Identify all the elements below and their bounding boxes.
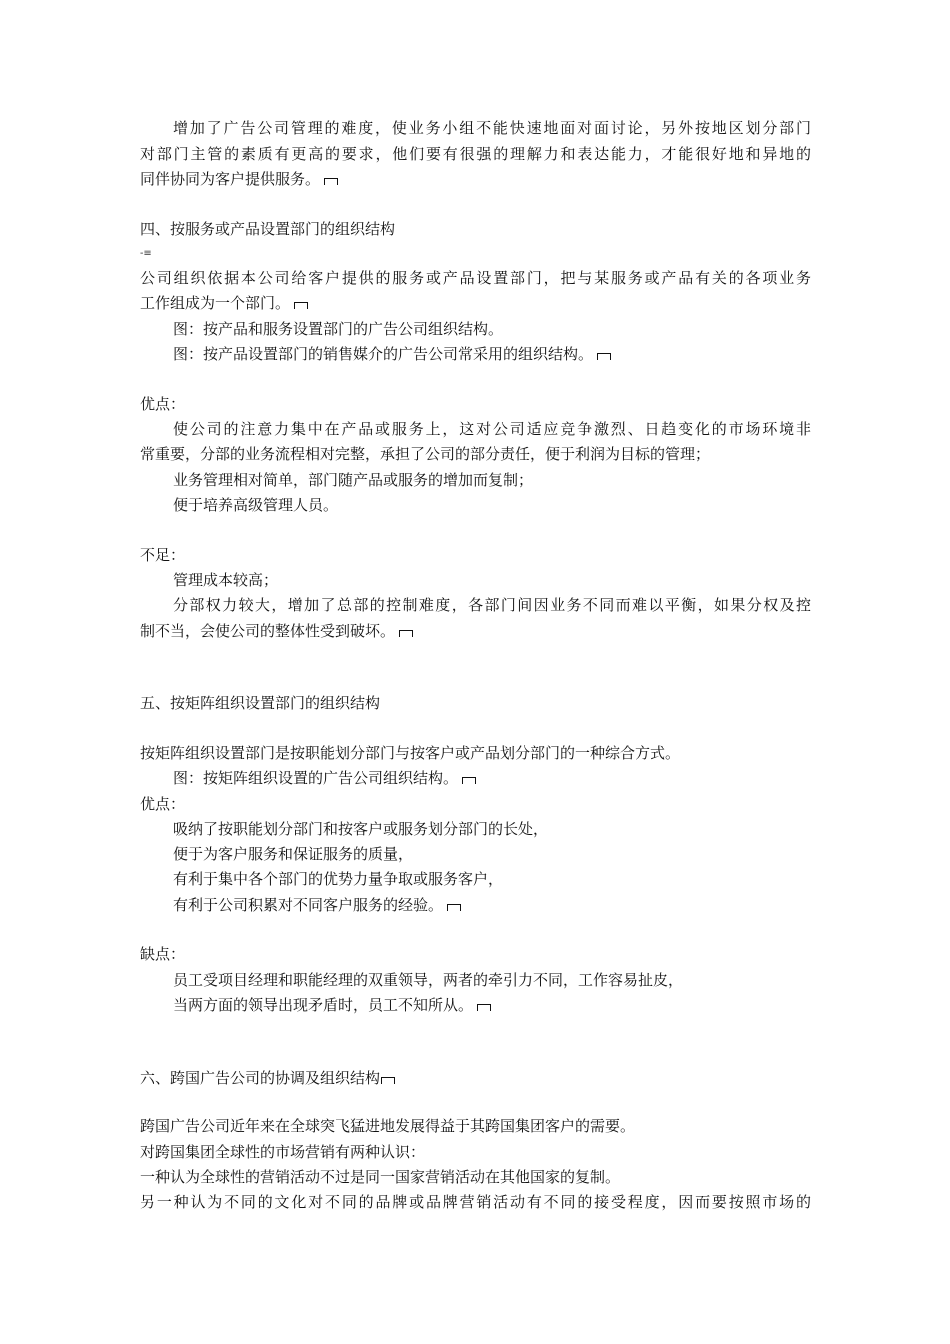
- heading-text: 六、跨国广告公司的协调及组织结构: [140, 1069, 381, 1087]
- figure-caption: 图：按产品和服务设置部门的广告公司组织结构。: [173, 320, 504, 338]
- tiny-mark: -≡: [140, 248, 152, 259]
- paragraph-line: 一种认为全球性的营销活动不过是同一国家营销活动在其他国家的复制。: [140, 1168, 621, 1186]
- pros-label: 优点：: [140, 395, 186, 413]
- paragraph-line: 增加了广告公司管理的难度，使业务小组不能快速地面对面讨论，另外按地区划分部门: [173, 119, 811, 137]
- list-item: 有利于集中各个部门的优势力量争取或服务客户，: [173, 870, 504, 888]
- paragraph-line: 管理成本较高；: [173, 571, 279, 589]
- paragraph-line: 对部门主管的素质有更高的要求，他们要有很强的理解力和表达能力，才能很好地和异地的: [140, 145, 811, 163]
- figure-caption: [173, 341, 611, 367]
- paragraph-line: 跨国广告公司近年来在全球突飞猛进地发展得益于其跨国集团客户的需要。: [140, 1117, 636, 1135]
- paragraph-line: 业务管理相对简单，部门随产品或服务的增加而复制；: [173, 471, 534, 489]
- paragraph-line: 另一种认为不同的文化对不同的品牌或品牌营销活动有不同的接受程度，因而要按照市场的: [140, 1193, 811, 1211]
- caption-text: 图：按矩阵组织设置的广告公司组织结构。: [173, 769, 459, 787]
- return-mark-icon: [324, 178, 338, 185]
- return-mark-icon: [399, 630, 413, 637]
- section-heading: [140, 1065, 395, 1091]
- section-heading: 五、按矩阵组织设置部门的组织结构: [140, 694, 381, 712]
- paragraph-line: 使公司的注意力集中在产品或服务上，这对公司适应竞争激烈、日趋变化的市场环境非: [173, 420, 811, 438]
- cons-label: 缺点：: [140, 945, 186, 963]
- paragraph-line: 便于培养高级管理人员。: [173, 496, 339, 514]
- list-item: [173, 992, 491, 1018]
- cons-label: 不足：: [140, 546, 186, 564]
- paragraph-text: 制不当，会使公司的整体性受到破坏。: [140, 622, 396, 640]
- list-item: [173, 892, 461, 918]
- paragraph-line: 分部权力较大，增加了总部的控制难度，各部门间因业务不同而难以平衡，如果分权及控: [173, 596, 811, 614]
- paragraph-line: 按矩阵组织设置部门是按职能划分部门与按客户或产品划分部门的一种综合方式。: [140, 744, 681, 762]
- list-item-text: 当两方面的领导出现矛盾时，员工不知所从。: [173, 996, 474, 1014]
- return-mark-icon: [447, 904, 461, 911]
- paragraph-line: 公司组织依据本公司给客户提供的服务或产品设置部门，把与某服务或产品有关的各项业务: [140, 269, 811, 287]
- figure-caption: [173, 765, 476, 791]
- paragraph-line: 常重要，分部的业务流程相对完整，承担了公司的部分责任，便于利润为目标的管理；: [140, 445, 711, 463]
- paragraph-line: 对跨国集团全球性的市场营销有两种认识：: [140, 1143, 426, 1161]
- list-item: 吸纳了按职能划分部门和按客户或服务划分部门的长处，: [173, 820, 549, 838]
- list-item: 便于为客户服务和保证服务的质量，: [173, 845, 414, 863]
- paragraph-text: 同伴协同为客户提供服务。: [140, 170, 321, 188]
- paragraph-line: [140, 166, 338, 192]
- return-mark-icon: [462, 777, 476, 784]
- list-item: 员工受项目经理和职能经理的双重领导，两者的牵引力不同，工作容易扯皮，: [173, 971, 684, 989]
- paragraph-line: [140, 618, 413, 644]
- return-mark-icon: [294, 302, 308, 309]
- return-mark-icon: [477, 1004, 491, 1011]
- section-heading: 四、按服务或产品设置部门的组织结构: [140, 220, 396, 238]
- return-mark-icon: [597, 353, 611, 360]
- return-mark-icon: [381, 1077, 395, 1084]
- caption-text: 图：按产品设置部门的销售媒介的广告公司常采用的组织结构。: [173, 345, 594, 363]
- pros-label: 优点：: [140, 795, 186, 813]
- paragraph-line: [140, 290, 308, 316]
- list-item-text: 有利于公司积累对不同客户服务的经验。: [173, 896, 444, 914]
- paragraph-text: 工作组成为一个部门。: [140, 294, 291, 312]
